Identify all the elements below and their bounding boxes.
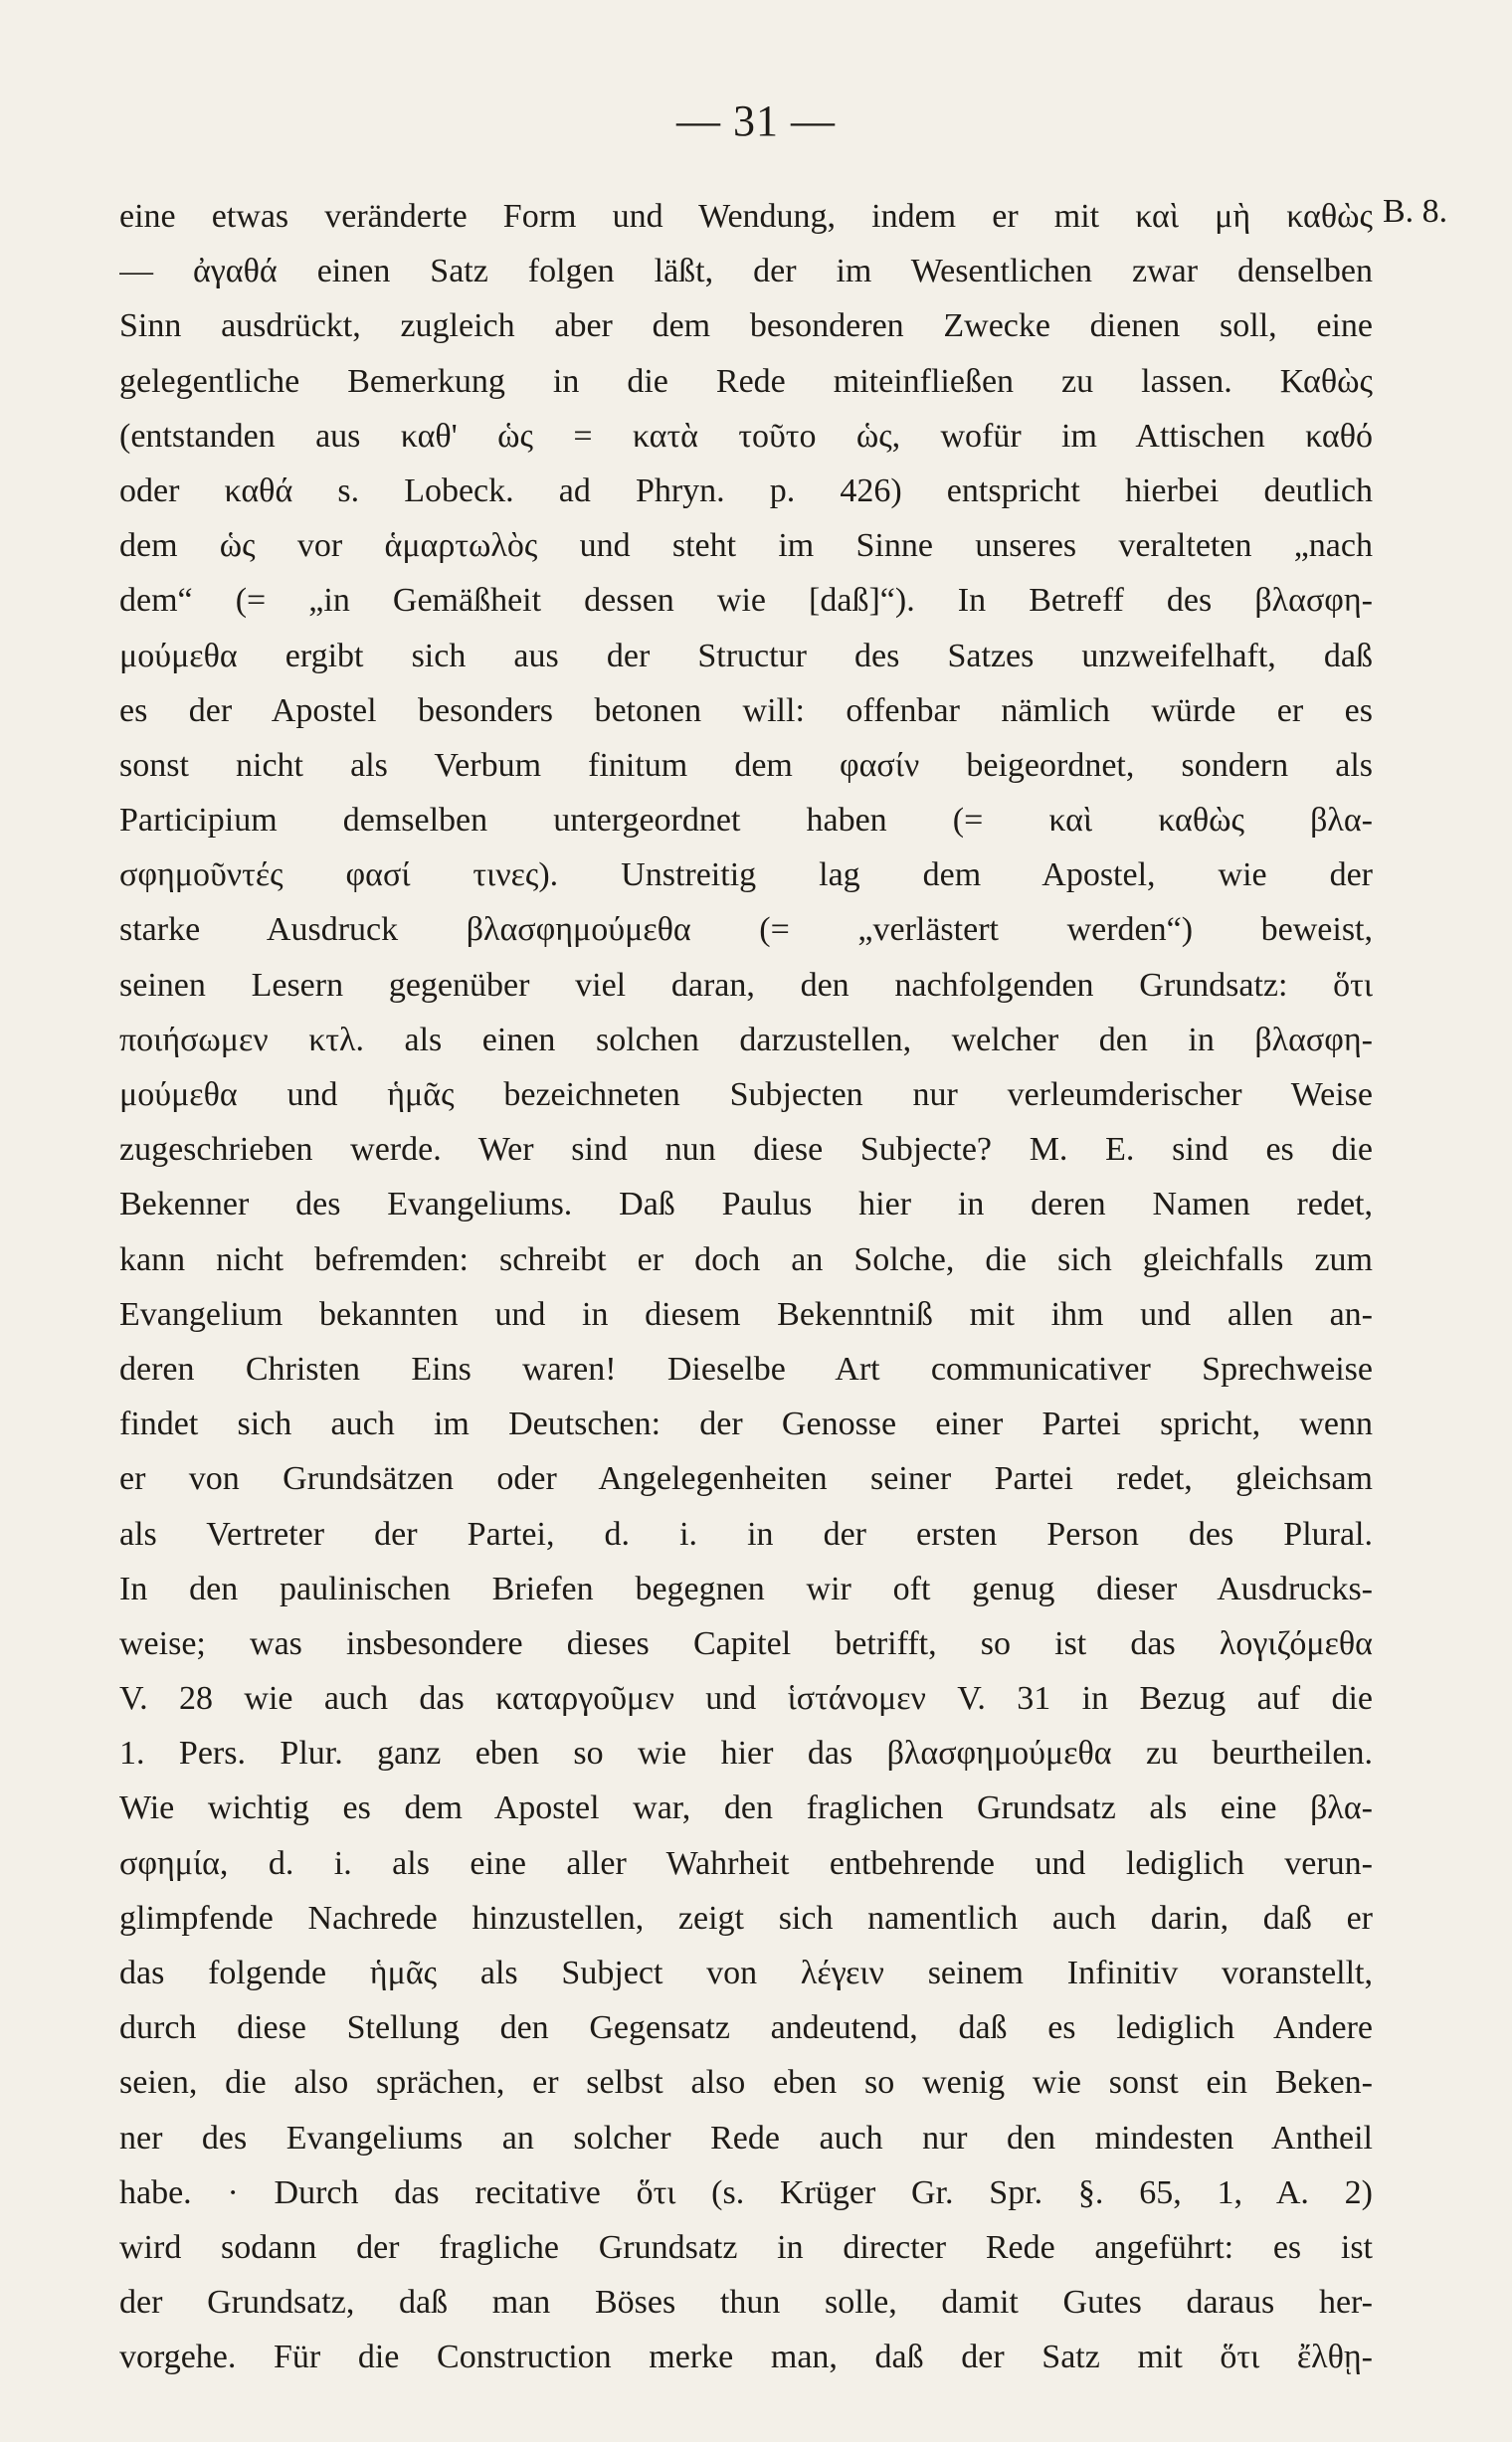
page-number: — 31 — [676,96,836,145]
text-line: vorgehe. Für die Construction merke man, daß der Satz mit ὅτι ἔλθῃ- [119,2339,1373,2376]
text-line: Evangelium bekannten und in diesem Bekenntniß mit ihm und allen an- [119,1295,1373,1333]
text-line: der Grundsatz, daß man Böses thun solle, damit Gutes daraus her- [119,2284,1373,2322]
text-line: μούμεθα ergibt sich aus der Structur des Satzes unzweifelhaft, daß [119,637,1373,674]
text-line: seinen Lesern gegenüber viel daran, den nachfolgenden Grundsatz: ὅτι [119,966,1373,1004]
text-line: das folgende ἡμᾶς als Subject von λέγειν seinem Infinitiv voranstellt, [119,1955,1373,1991]
verse-reference-note: B. 8. [1383,193,1448,230]
text-line: deren Christen Eins waren! Dieselbe Art communicativer Sprechweise [119,1350,1373,1388]
text-line: In den paulinischen Briefen begegnen wir oft genug dieser Ausdrucks- [119,1570,1373,1607]
text-line: V. 28 wie auch das καταργοῦμεν und ἱστάνομεν V. 31 in Bezug auf die [119,1680,1373,1718]
text-line: dem ὡς vor ἁμαρτωλὸς und steht im Sinne unseres veralteten „nach [119,527,1373,565]
text-line: habe. · Durch das recitative ὅτι (s. Krüger Gr. Spr. §. 65, 1, A. 2) [119,2173,1373,2211]
text-line: μούμεθα und ἡμᾶς bezeichneten Subjecten nur verleumderischer Weise [119,1076,1373,1113]
text-line: oder καθά s. Lobeck. ad Phryn. p. 426) entspricht hierbei deutlich [119,471,1373,509]
text-line: ποιήσωμεν κτλ. als einen solchen darzustellen, welcher den in βλασφη- [119,1021,1373,1058]
text-line: als Vertreter der Partei, d. i. in der ersten Person des Plural. [119,1515,1373,1553]
text-line: — ἀγαθά einen Satz folgen läßt, der im Wesentlichen zwar denselben [119,253,1373,290]
body-text [119,189,1373,2376]
text-line: σφημία, d. i. als eine aller Wahrheit entbehrende und lediglich verun- [119,1844,1373,1882]
text-line: Participium demselben untergeordnet haben (= καὶ καθὼς βλα- [119,802,1373,840]
text-line: wird sodann der fragliche Grundsatz in directer Rede angeführt: es ist [119,2228,1373,2266]
text-line: dem“ (= „in Gemäßheit dessen wie [daß]“). In Betreff des βλασφη- [119,582,1373,620]
text-line: es der Apostel besonders betonen will: offenbar nämlich würde er es [119,691,1373,729]
text-line: (entstanden aus καθ' ὡς = κατὰ τοῦτο ὡς, wofür im Attischen καθό [119,417,1373,455]
text-line: Sinn ausdrückt, zugleich aber dem besonderen Zwecke dienen soll, eine [119,307,1373,345]
text-line: kann nicht befremden: schreibt er doch an Solche, die sich gleichfalls zum [119,1240,1373,1278]
text-line: findet sich auch im Deutschen: der Genosse einer Partei spricht, wenn [119,1406,1373,1443]
text-line: σφημοῦντές φασί τινες). Unstreitig lag dem Apostel, wie der [119,856,1373,894]
text-line: durch diese Stellung den Gegensatz andeutend, daß es lediglich Andere [119,2009,1373,2047]
text-line: 1. Pers. Plur. ganz eben so wie hier das βλασφημούμεθα zu beurtheilen. [119,1735,1373,1773]
text-line: sonst nicht als Verbum finitum dem φασίν beigeordnet, sondern als [119,746,1373,784]
text-line: Bekenner des Evangeliums. Daß Paulus hier in deren Namen redet, [119,1186,1373,1223]
text-line: er von Grundsätzen oder Angelegenheiten seiner Partei redet, gleichsam [119,1460,1373,1498]
text-line: Wie wichtig es dem Apostel war, den fraglichen Grundsatz als eine βλα- [119,1789,1373,1827]
text-line: seien, die also sprächen, er selbst also eben so wenig wie sonst ein Beken- [119,2064,1373,2102]
text-line: gelegentliche Bemerkung in die Rede miteinfließen zu lassen. Καθὼς [119,362,1373,400]
text-line: ner des Evangeliums an solcher Rede auch nur den mindesten Antheil [119,2119,1373,2157]
text-line: weise; was insbesondere dieses Capitel betrifft, so ist das λογιζόμεθα [119,1624,1373,1662]
text-line: zugeschrieben werde. Wer sind nun diese Subjecte? M. E. sind es die [119,1131,1373,1169]
text-line: starke Ausdruck βλασφημούμεθα (= „verlästert werden“) beweist, [119,911,1373,949]
text-line: eine etwas veränderte Form und Wendung, indem er mit καὶ μὴ καθὼς [119,198,1373,235]
text-line: glimpfende Nachrede hinzustellen, zeigt sich namentlich auch darin, daß er [119,1899,1373,1937]
